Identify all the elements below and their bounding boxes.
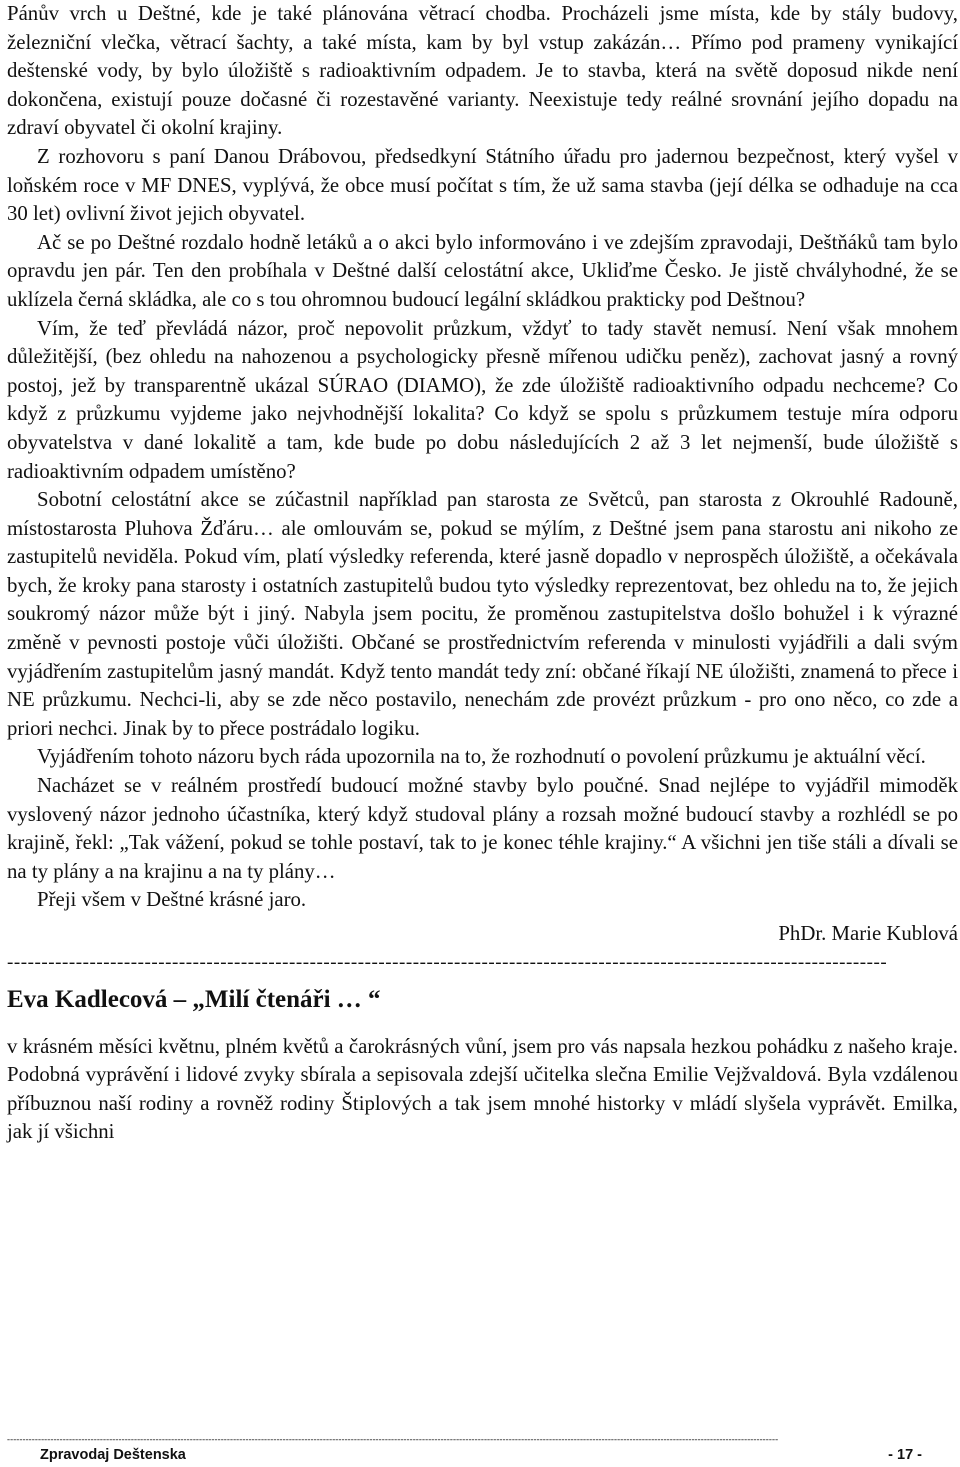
article-title: Eva Kadlecová – „Milí čtenáři … “ — [7, 985, 381, 1013]
paragraph-4: Vím, že teď převládá názor, proč nepovolit průzkum, vždyť to tady stavět nemusí. Není však mnohem důležitější, (bez ohledu na nahozenou a psychologicky přesně mířenou udičku peněz), zachovat jasný a rovný postoj, jež by transparentně ukázal SÚRAO (DIAMO), že zde úložiště radioaktivního odpadu nechceme? Co když z průzkumu vyjdeme jako nejvhodnější lokalita? Co když se spolu s průzkumem testuje míra odporu obyvatelstva v dané lokalitě a tam, kde bude po dobu následujících 2 až 3 let nejmenší, bude úložiště s radioaktivním odpadem umístěno? — [7, 316, 958, 483]
page-content — [7, 0, 958, 1147]
section-separator: -------------------------------------------------------------------------------------------------------------------------------- — [7, 952, 888, 973]
page-number: - 17 - — [888, 1447, 922, 1463]
paragraph-1: Pánův vrch u Deštné, kde je také plánována větrací chodba. Procházeli jsme místa, kde by stály budovy, železniční vlečka, větrací šachty, a také místa, kam by byl vstup zakázán… Přímo pod prameny vynikající deštenské vody, by bylo úložiště s radioaktivním odpadem. Je to stavba, která na světě doposud nikde není dokončena, existují pouze dočasné či rozestavěné varianty. Neexistuje tedy reálné srovnání jejího dopadu na zdraví obyvatel či okolní krajiny. — [7, 2, 958, 140]
author-signature: PhDr. Marie Kublová — [778, 922, 958, 945]
article-paragraph: v krásném měsíci květnu, plném květů a čarokrásných vůní, jsem pro vás napsala hezkou pohádku z našeho kraje. Podobná vyprávění i lidové zvyky sbírala a sepisovala zdejší učitelka slečna Emilie Vejžvaldová. Byla vzdálenou příbuznou naší rodiny a rovněž rodiny Štiplových a tak jsem mnohé historky v mládí slyšela vyprávět. Emilka, jak jí všichni — [7, 1034, 958, 1144]
paragraph-6: Vyjádřením tohoto názoru bych ráda upozornila na to, že rozhodnutí o povolení průzkumu je aktuální věcí. — [37, 745, 926, 769]
paragraph-5: Sobotní celostátní akce se zúčastnil například pan starosta ze Světců, pan starosta z Okrouhlé Radouně, místostarosta Pluhova Žďáru… ale omlouvám se, pokud se mýlím, z Deštné jsem pana starostu ani nikoho ze zastupitelů neviděla. Pokud vím, platí výsledky referenda, které jasně dopadlo v neprospěch úložiště, a očekávala bych, že kroky pana starosty i ostatních zastupitelů budou tyto výsledky reprezentovat, bez ohledu na to, že jejich soukromý názor může být i jiný. Nabyla jsem pocitu, že proměnou zastupitelstva došlo bohužel i k výrazné změně v pevnosti postoje vůči úložišti. Občané se prostřednictvím referenda v minulosti vyjádřili a dali svým vyjádřením zastupitelům jasný mandát. Když tento mandát tedy zní: občané říkají NE úložišti, znamená to přece i NE průzkumu. Nechci-li, aby se zde něco postavilo, nenechám zde provézt průzkum - pro ono něco, co zde a priori nechci. Jinak by to přece postrádalo logiku. — [7, 488, 958, 740]
paragraph-8: Přeji všem v Deštné krásné jaro. — [37, 888, 307, 912]
footer-separator: --------------------------------------------------------------------------------------------------------------------------------------------------------------------------------------------------------------------------------------------------------- — [7, 1434, 779, 1444]
paragraph-7: Nacházet se v reálném prostředí budoucí možné stavby bylo poučné. Snad nejlépe to vyjádřil mimoděk vyslovený názor jednoho účastníka, který když studoval plány a rozsah možné budoucí stavby a rozhlédl se po krajině, řekl: „Tak vážení, pokud se tohle postaví, tak to je konec téhle krajiny.“ A všichni jen tiše stáli a dívali se na ty plány a na krajinu a na ty plány… — [7, 774, 958, 883]
paragraph-3: Ač se po Deštné rozdalo hodně letáků a o akci bylo informováno i ve zdejším zpravodaji, Deštňáků tam bylo opravdu jen pár. Ten den probíhala v Deštné další celostátní akce, Ukliďme Česko. Je jistě chvályhodné, že se uklízela černá skládka, ale co s tou ohromnou budoucí legální skládkou prakticky pod Deštnou? — [7, 230, 958, 311]
publication-name: Zpravodaj Deštenska — [40, 1447, 186, 1463]
page-footer — [40, 1446, 922, 1464]
paragraph-2: Z rozhovoru s paní Danou Drábovou, předsedkyní Státního úřadu pro jadernou bezpečnost, který vyšel v loňském roce v MF DNES, vyplývá, že obce musí počítat s tím, že už sama stavba (její délka se odhaduje na cca 30 let) ovlivní život jejich obyvatel. — [7, 144, 958, 226]
